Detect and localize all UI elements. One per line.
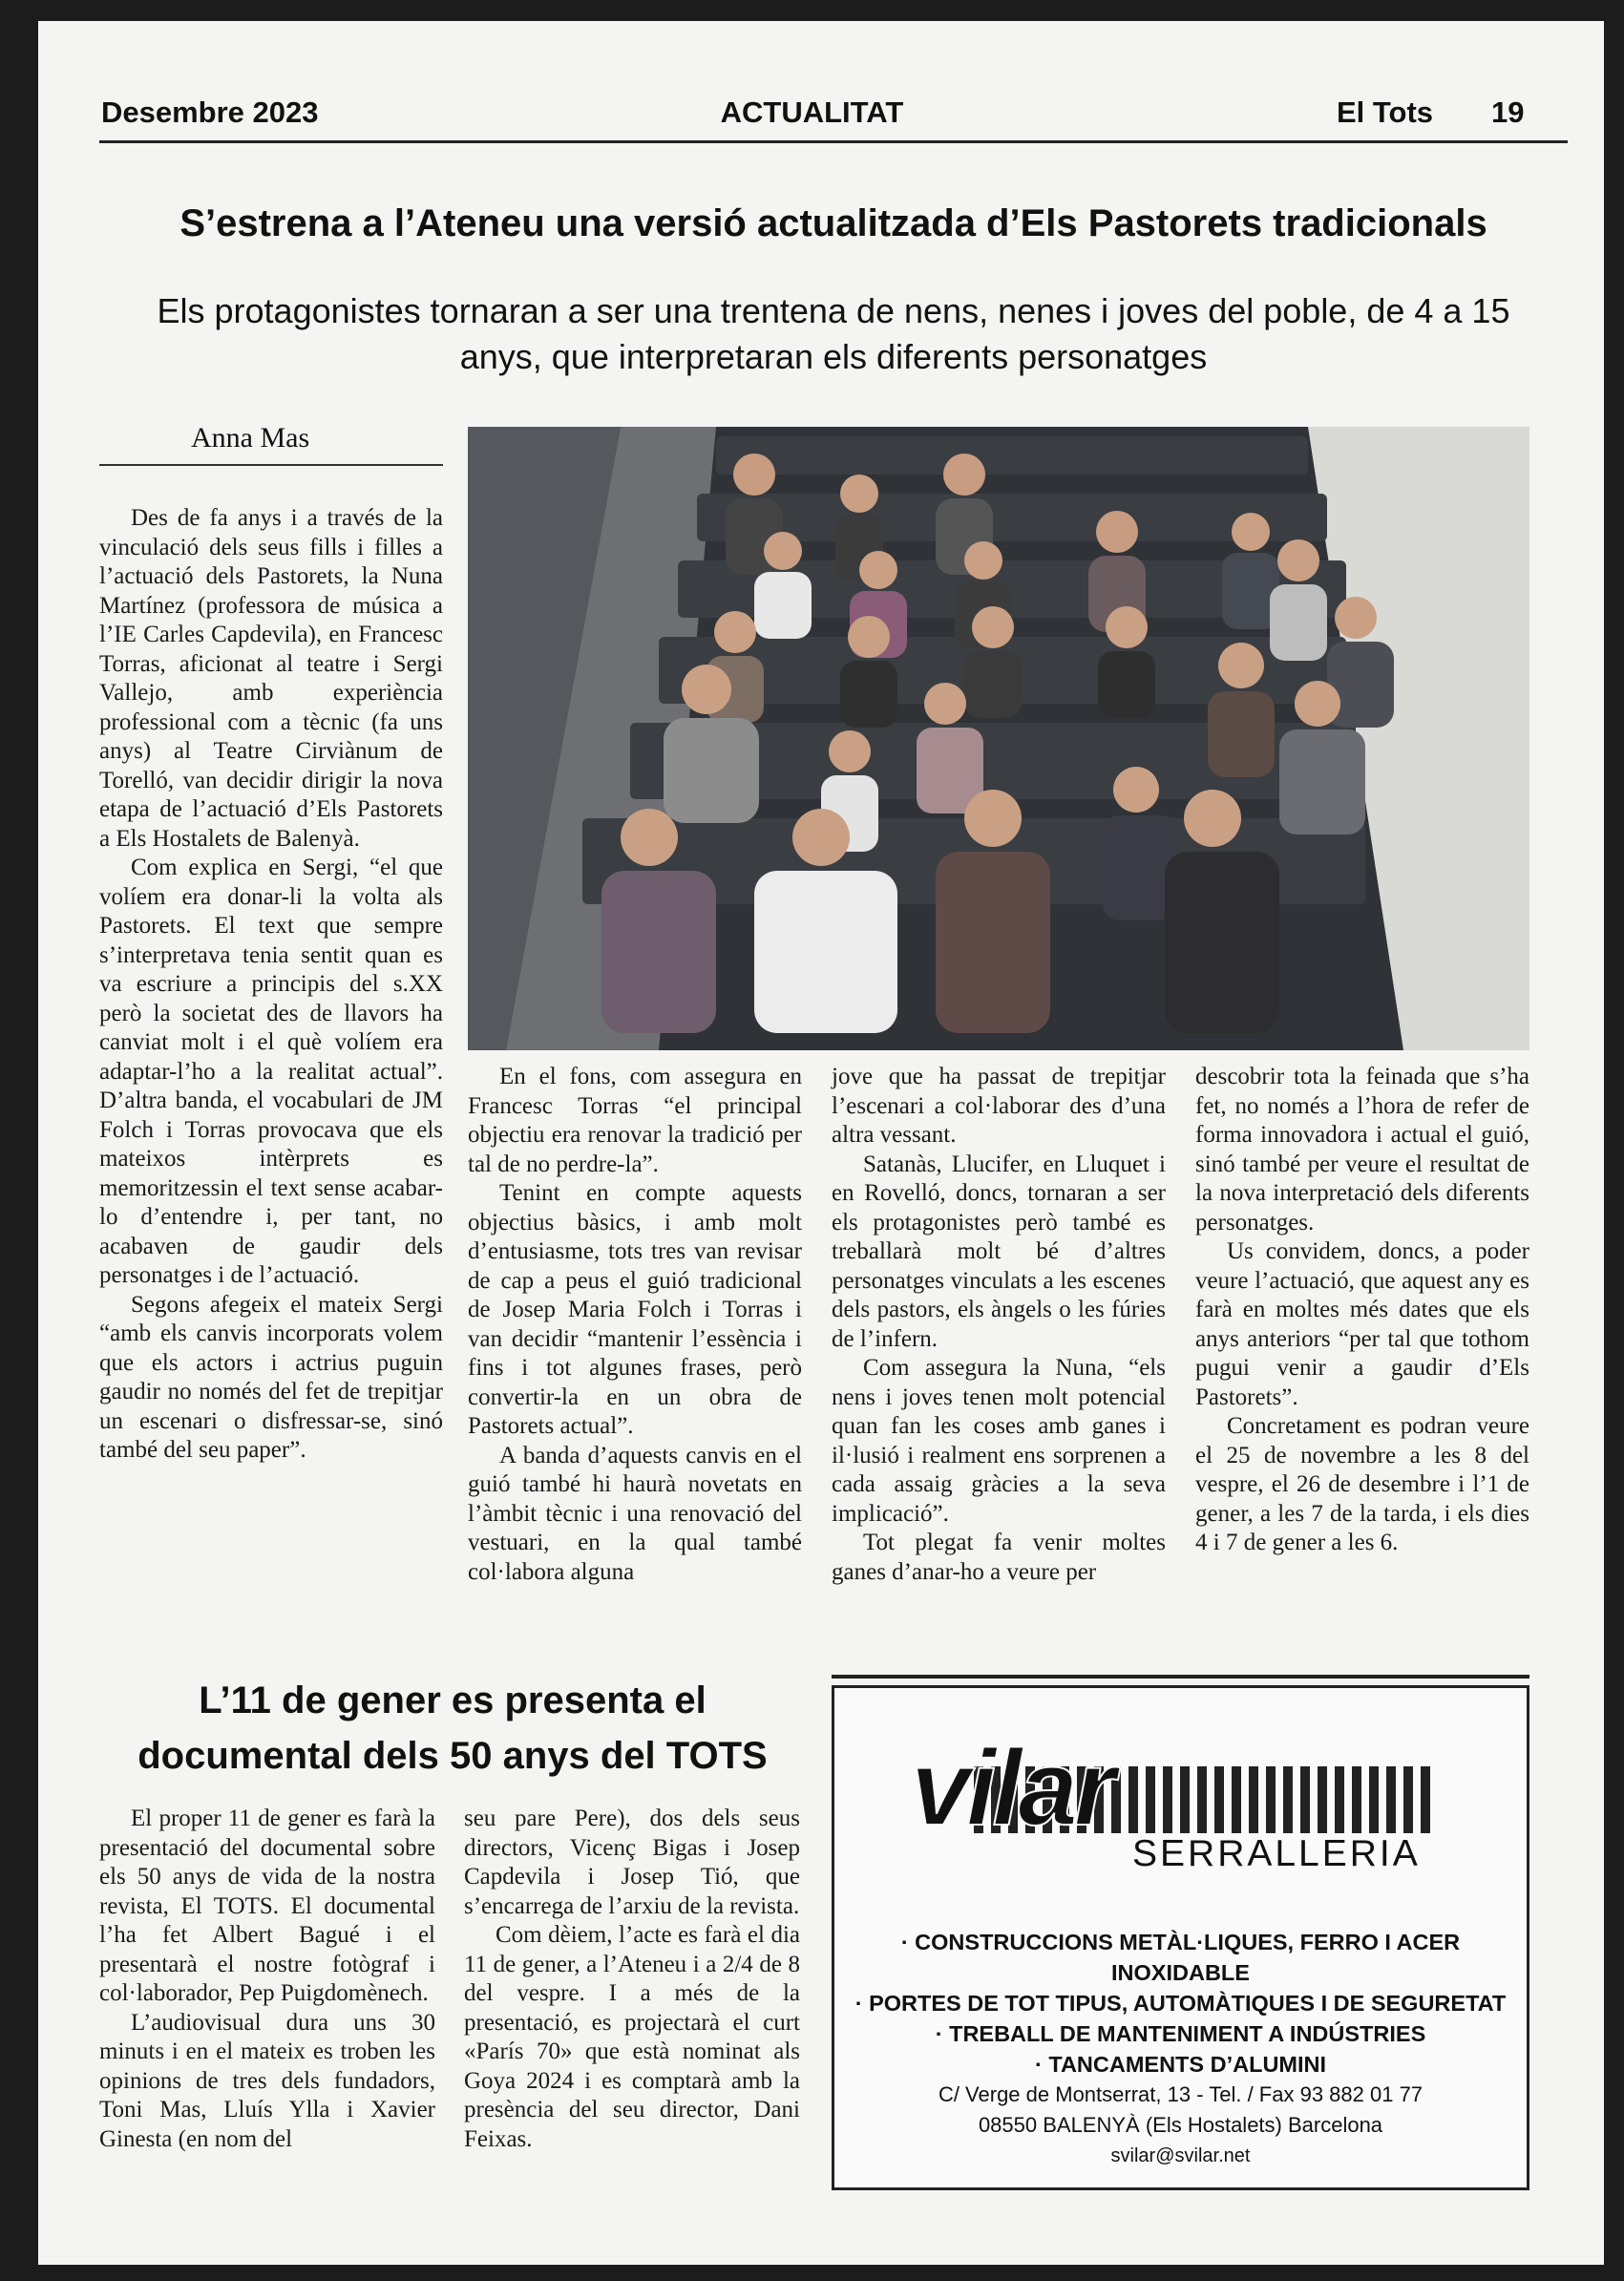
- ad-service-item: · PORTES DE TOT TIPUS, AUTOMÀTIQUES I DE SEGURETAT: [854, 1991, 1507, 2016]
- article2-title: [99, 1673, 806, 1784]
- page-number: 19: [1491, 95, 1525, 129]
- article2-column-2: [464, 1805, 800, 2154]
- byline-rule: [99, 464, 443, 466]
- ad-address: C/ Verge de Montserrat, 13 - Tel. / Fax 93 882 01 77: [938, 2082, 1424, 2106]
- paragraph: Segons afegeix el mateix Sergi “amb els canvis incorporats volem que els actors i actrius puguin gaudir no només del fet de trepitjar un escenari o disfressar-se, sinó també del seu paper”.: [99, 1291, 443, 1463]
- paragraph: A banda d’aquests canvis en el guió també hi haurà novetats en l’àmbit tècnic i una renovació del vestuari, en la qual també col·labora alguna: [468, 1442, 802, 1585]
- paragraph: Des de fa anys i a través de la vinculació dels seus fills i filles a l’actuació dels Pastorets, la Nuna Martínez (professora de música a l’IE Carles Capdevila), en Francesc Torras, aficionat al teatre i Sergi Vallejo, amb experiència professional com a tècnic (fa uns anys) al Teatre Cirviànum de Torelló, van decidir dirigir la nova etapa de l’actuació d’Els Pastorets a Els Hostalets de Balenyà.: [99, 505, 443, 852]
- newspaper-page: [38, 21, 1604, 2265]
- paragraph: jove que ha passat de trepitjar l’escenari a col·laborar des d’una altra vessant.: [832, 1064, 1166, 1148]
- paragraph: seu pare Pere), dos dels seus directors, Vicenç Bigas i Josep Capdevila i Josep Tió, que s’encarrega de l’arxiu de la revista.: [464, 1806, 800, 1919]
- group-photo: [468, 427, 1529, 1050]
- section-name: ACTUALITAT: [720, 95, 904, 129]
- ad-service-item: · TREBALL DE MANTENIMENT A INDÚSTRIES: [935, 2021, 1426, 2046]
- paragraph: Satanàs, Llucifer, en Lluquet i en Rovelló, doncs, tornaran a ser els protagonistes però també es treballarà molt bé d’altres personatges vinculats a les escenes dels pastors, els àngels o les fúries de l’infern.: [832, 1151, 1166, 1352]
- header-rule: [99, 140, 1568, 143]
- ad-services-list: [834, 1927, 1527, 2080]
- issue-date: Desembre 2023: [101, 95, 319, 129]
- author-byline: Anna Mas: [191, 422, 310, 454]
- advertisement-vilar: [832, 1685, 1529, 2190]
- paragraph: Us convidem, doncs, a poder veure l’actuació, que aquest any es farà en moltes més dates que els anys anteriors “per tal que tothom pugui venir a gaudir d’Els Pastorets”.: [1195, 1238, 1529, 1410]
- article2-title-line-2: documental dels 50 anys del TOTS: [137, 1735, 768, 1777]
- ad-contact: [834, 2080, 1527, 2171]
- paragraph: En el fons, com assegura en Francesc Torras “el principal objectiu era renovar la tradició per tal de no perdre-la”.: [468, 1064, 802, 1177]
- ad-subtitle: SERRALLERIA: [1127, 1833, 1426, 1875]
- ad-email: svilar@svilar.net: [1110, 2145, 1251, 2166]
- ad-service-item: · CONSTRUCCIONS METÀL·LIQUES, FERRO I ACER INOXIDABLE: [900, 1930, 1461, 1985]
- publication-name: El Tots: [1337, 95, 1434, 129]
- paragraph: descobrir tota la feinada que s’ha fet, no només a l’hora de refer de forma innovadora i actual el guió, sinó també per veure el resultat de la nova interpretació dels diferents personatges.: [1195, 1064, 1529, 1236]
- paragraph: L’audiovisual dura uns 30 minuts i en el mateix es troben les opinions de tres dels fundadors, Toni Mas, Lluís Ylla i Xavier Ginesta (en nom del: [99, 2009, 435, 2152]
- article-column-3: [832, 1063, 1166, 1587]
- paragraph: Concretament es podran veure el 25 de novembre a les 8 del vespre, el 26 de desembre i l’1 de gener, a les 7 de la tarda, i els dies 4 i 7 de gener a les 6.: [1195, 1413, 1529, 1555]
- ad-city: 08550 BALENYÀ (Els Hostalets) Barcelona: [978, 2113, 1383, 2137]
- paragraph: Com assegura la Nuna, “els nens i joves tenen molt potencial quan fan les coses amb ganes i il·lusió i realment ens sorprenen a cada assaig gràcies a la seva implicació”.: [832, 1355, 1166, 1527]
- paragraph: Tenint en compte aquests objectius bàsics, i amb molt d’entusiasme, tots tres van revisar de cap a peus el guió tradicional de Josep Maria Folch i Torras i van decidir “mantenir l’essència i fins i tot algunes frases, però convertir-la en un obra de Pastorets actual”.: [468, 1180, 802, 1439]
- theatre-seats-illustration: [468, 427, 1529, 1050]
- article-subtitle: Els protagonistes tornaran a ser una trentena de nens, nenes i joves del poble, de 4 a 15 anys, que interpretaran els diferents personatges: [157, 291, 1510, 376]
- article-column-1: [99, 504, 443, 1466]
- vilar-logo-text: vilar: [911, 1728, 1112, 1848]
- article-column-2: [468, 1063, 802, 1587]
- article2-column-1: [99, 1805, 435, 2154]
- article-column-4: [1195, 1063, 1529, 1558]
- article2-title-line-1: L’11 de gener es presenta el: [199, 1679, 707, 1721]
- paragraph: El proper 11 de gener es farà la presentació del documental sobre els 50 anys de vida de la nostra revista, El TOTS. El documental l’ha fet Albert Bagué i el presentarà el nostre fotògraf i col·laborador, Pep Puigdomènech.: [99, 1806, 435, 2006]
- paragraph: Com explica en Sergi, “el que volíem era donar-li la volta als Pastorets. El text que sempre s’interpretava tenia sentit quan es va escriure a principis del s.XX però la societat des de llavors ha canviat molt i el què volíem era adaptar-l’ho a la realitat actual”. D’altra banda, el vocabulari de JM Folch i Torras provocava que els mateixos intèrprets es memoritzessin el text sense acabar-lo d’entendre i, per tant, no acabaven de gaudir dels personatges i de l’actuació.: [99, 855, 443, 1288]
- paragraph: Tot plegat fa venir moltes ganes d’anar-ho a veure per: [832, 1530, 1166, 1585]
- paragraph: Com dèiem, l’acte es farà el dia 11 de gener, a l’Ateneu i a 2/4 de 8 del vespre. I a més de la presentació, es projectarà el curt «París 70» que està nominat als Goya 2024 i es comptarà amb la presència del seu director, Dani Feixas.: [464, 1922, 800, 2152]
- article-title: S’estrena a l’Ateneu una versió actualitzada d’Els Pastorets tradicionals: [179, 202, 1487, 244]
- ad-top-rule: [832, 1675, 1529, 1679]
- ad-service-item: · TANCAMENTS D’ALUMINI: [1034, 2052, 1327, 2077]
